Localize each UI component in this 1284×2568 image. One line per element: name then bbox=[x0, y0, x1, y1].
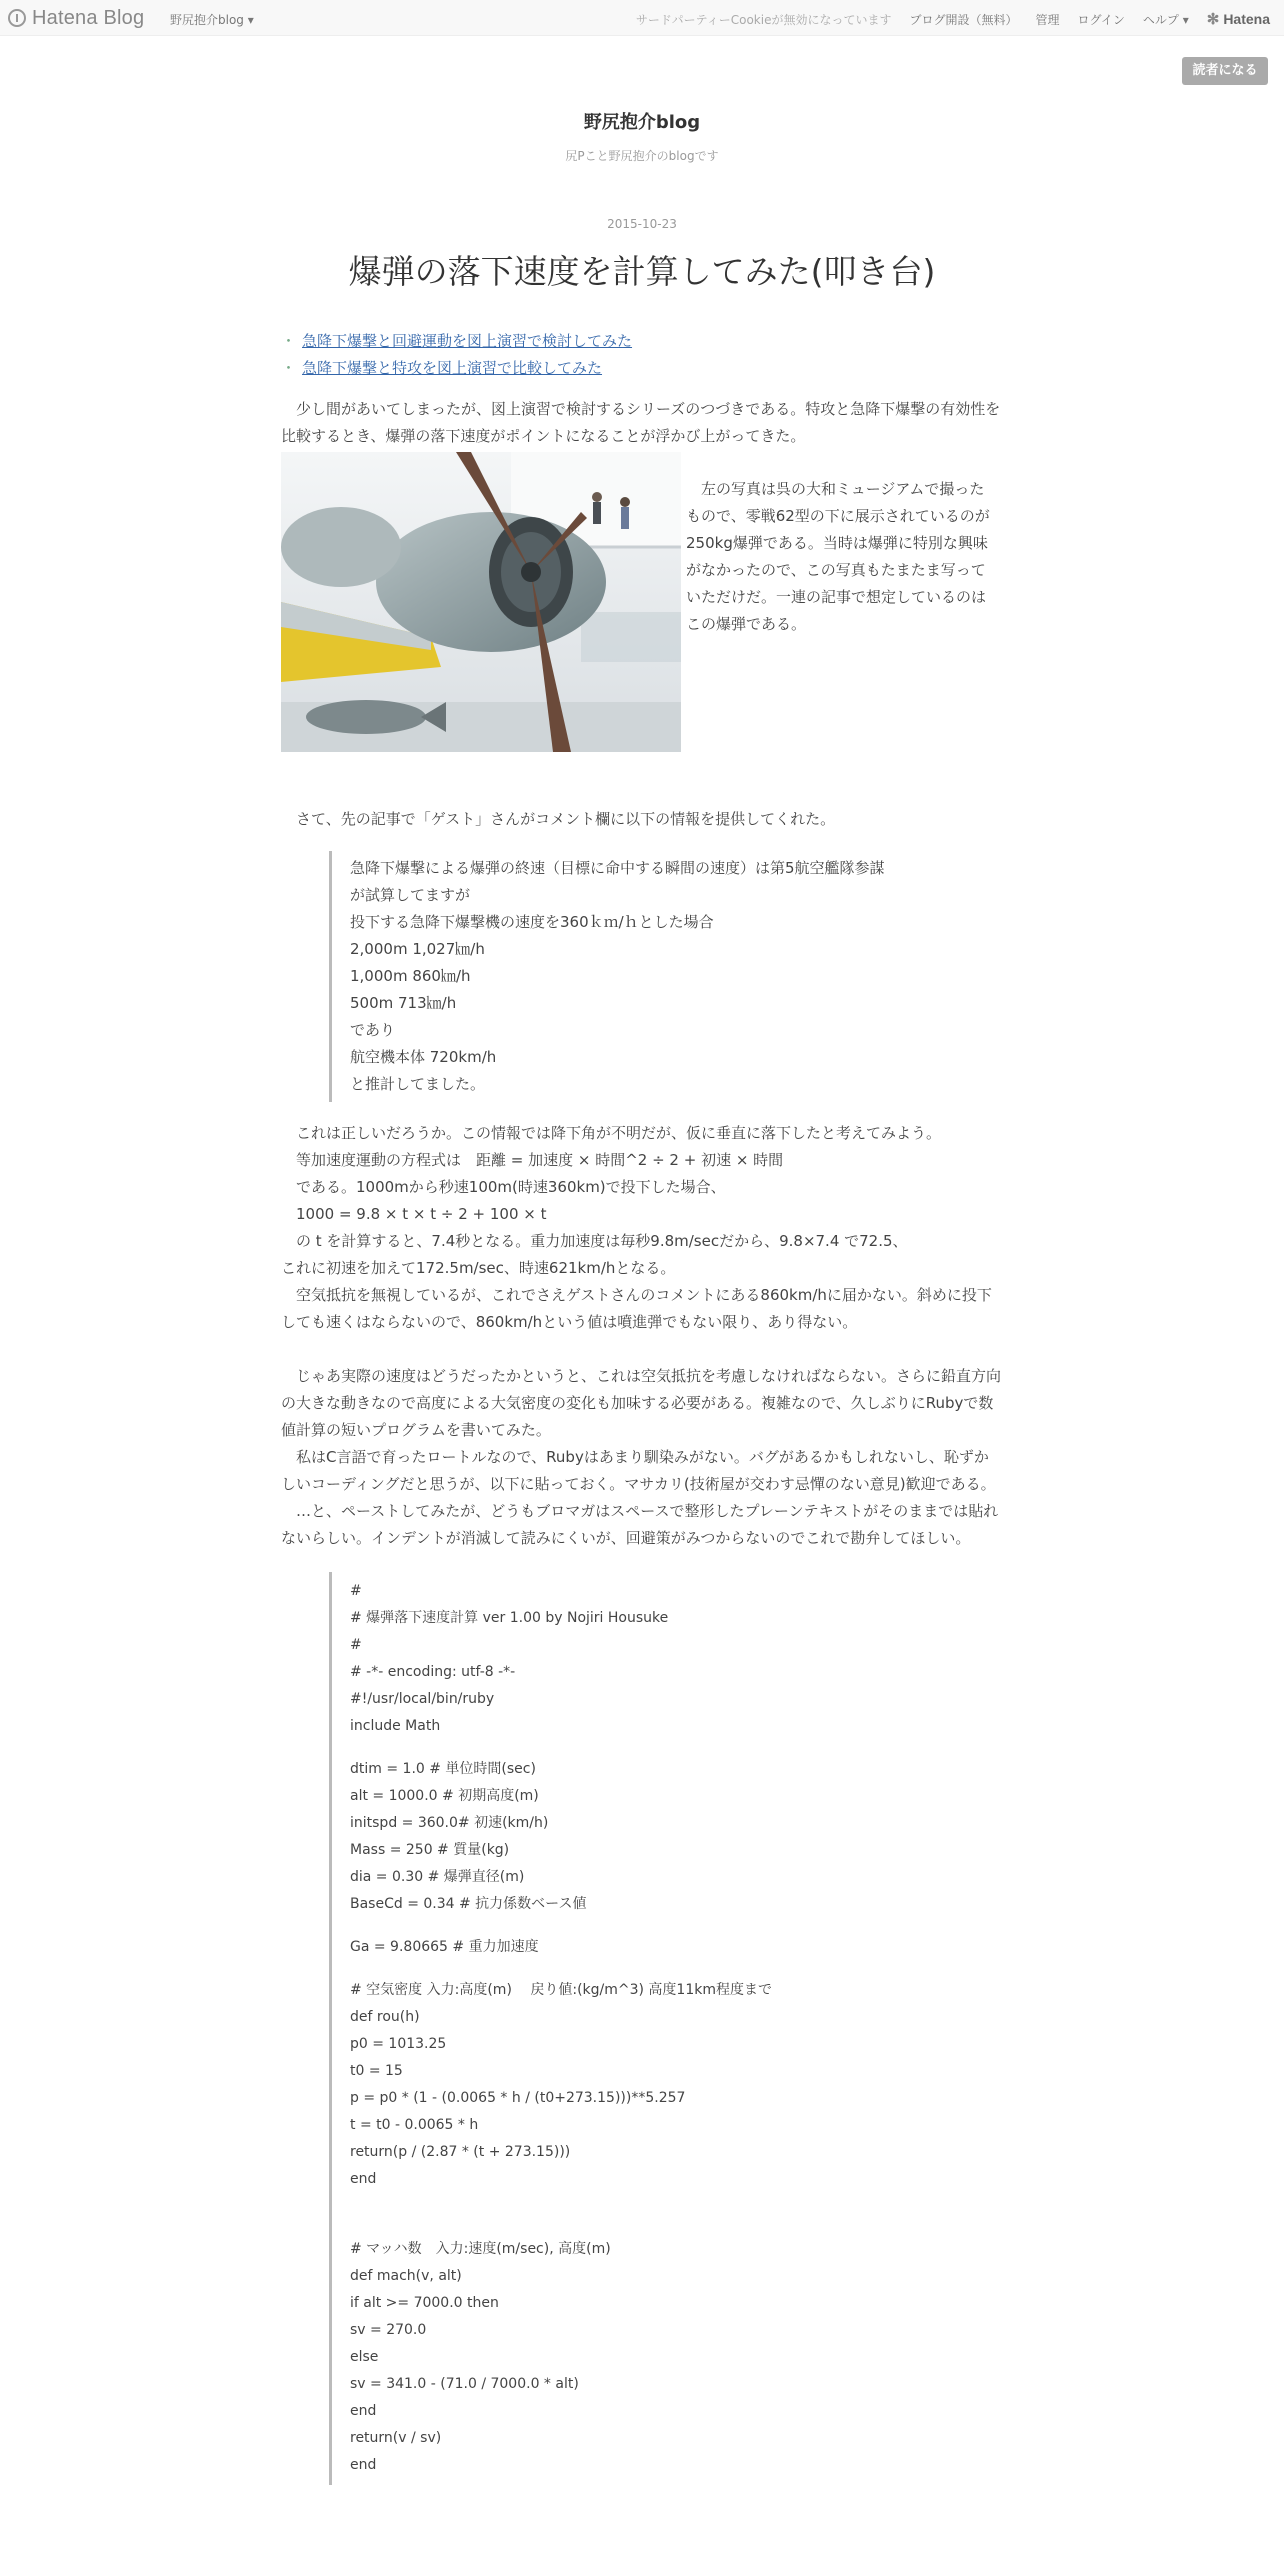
entry-date[interactable]: 2015-10-23 bbox=[607, 217, 677, 231]
code-line: end bbox=[350, 2457, 377, 2473]
code-line: p0 = 1013.25 bbox=[350, 2036, 447, 2052]
blog-title[interactable]: 野尻抱介blog bbox=[583, 112, 701, 133]
code-line: t = t0 - 0.0065 * h bbox=[350, 2117, 479, 2133]
analysis-line: の t を計算すると、7.4秒となる。重力加速度は毎秒9.8m/secだから、9.8×7.4 で72.5、 bbox=[281, 1232, 908, 1250]
spacer bbox=[281, 752, 1003, 806]
code-line: # bbox=[350, 1583, 362, 1599]
ruby-paragraph: じゃあ実際の速度はどうだったかというと、これは空気抵抗を考慮しなければならない。さらに鉛直方向の大きな動きなので高度による大気密度の変化も加味する必要がある。複雑なので、久しぶりにRubyで数値計算の短いプログラムを書いてみた。 bbox=[281, 1367, 1002, 1439]
intro-paragraph: 少し間があいてしまったが、図上演習で検討するシリーズのつづきである。特攻と急降下爆撃の有効性を比較するとき、爆弾の落下速度がポイントになることが浮かび上がってきた。 bbox=[281, 400, 1001, 445]
entry-title[interactable]: 爆弾の落下速度を計算してみた(叩き台) bbox=[348, 252, 936, 291]
analysis-line: 等加速度運動の方程式は 距離 = 加速度 × 時間^2 ÷ 2 + 初速 × 時間 bbox=[281, 1151, 784, 1169]
analysis-line: これは正しいだろうか。この情報では降下角が不明だが、仮に垂直に落下したと考えてみよう。 bbox=[281, 1124, 942, 1142]
code-line: t0 = 15 bbox=[350, 2063, 403, 2079]
code-line: sv = 341.0 - (71.0 / 7000.0 * alt) bbox=[350, 2376, 579, 2392]
code-line: end bbox=[350, 2171, 377, 2187]
cookie-notice: サードパーティーCookieが無効になっています bbox=[635, 12, 892, 27]
logo-text: Hatena Blog bbox=[32, 6, 145, 29]
login-link[interactable]: ログイン bbox=[1077, 12, 1125, 27]
code-line: return(p / (2.87 * (t + 273.15))) bbox=[350, 2144, 571, 2160]
code-line: return(v / sv) bbox=[350, 2430, 442, 2446]
code-line: sv = 270.0 bbox=[350, 2322, 427, 2338]
code-line: p = p0 * (1 - (0.0065 * h / (t0+273.15)))**5.257 bbox=[350, 2090, 686, 2106]
quote-line: が試算してますが bbox=[350, 886, 471, 904]
photo-row bbox=[281, 452, 1003, 752]
quote-line: と推計してました。 bbox=[350, 1075, 486, 1093]
code-line: def rou(h) bbox=[350, 2009, 420, 2025]
code-group bbox=[350, 1578, 1003, 1740]
code-line: # マッハ数 入力:速度(m/sec), 高度(m) bbox=[350, 2241, 611, 2257]
create-blog-link[interactable]: ブログ開設（無料） bbox=[909, 12, 1018, 27]
code-line: def mach(v, alt) bbox=[350, 2268, 462, 2284]
ruby-code-block bbox=[329, 1572, 1003, 2485]
code-group bbox=[350, 1756, 1003, 1918]
spacer bbox=[350, 1961, 1003, 1977]
analysis-line: 空気抵抗を無視しているが、これでさえゲストさんのコメントにある860km/hに届かない。斜めに投下しても速くはならないので、860km/hという値は噴進弾でもない限り、あり得ない。 bbox=[281, 1286, 992, 1331]
code-line: # 空気密度 入力:高度(m) 戻り値:(kg/m^3) 高度11km程度まで bbox=[350, 1982, 772, 1998]
c-language-paragraph: 私はC言語で育ったロートルなので、Rubyはあまり馴染みがない。バグがあるかもしれないし、恥ずかしいコーディングだと思うが、以下に貼っておく。マサカリ(技術屋が交わす忌憚のない意見)歓迎である。 bbox=[281, 1448, 996, 1493]
hatena-blog-logo[interactable] bbox=[8, 6, 144, 30]
related-link-1[interactable]: 急降下爆撃と回避運動を図上演習で検討してみた bbox=[302, 332, 633, 350]
quote-line: 投下する急降下爆撃機の速度を360ｋｍ/ｈとした場合 bbox=[350, 913, 714, 931]
related-links bbox=[281, 328, 1003, 382]
subscribe-button[interactable]: 読者になる bbox=[1182, 57, 1268, 85]
bullet-icon: ・ bbox=[281, 359, 297, 377]
code-line: BaseCd = 0.34 # 抗力係数ベース値 bbox=[350, 1896, 587, 1912]
zero-fighter-photo[interactable] bbox=[281, 452, 681, 752]
code-group bbox=[350, 1934, 1003, 1961]
quote-line: 2,000m 1,027㎞/h bbox=[350, 940, 485, 958]
bullet-icon: ・ bbox=[281, 332, 297, 350]
help-menu[interactable]: ヘルプ ▾ bbox=[1142, 12, 1189, 27]
blog-description: 尻Pこと野尻抱介のblogです bbox=[565, 149, 719, 163]
photo-caption: 左の写真は呉の大和ミュージアムで撮ったもので、零戦62型の下に展示されているのが250kg爆弾である。当時は爆弾に特別な興味がなかったので、この写真もたまたま写っていただけだ。一連の記事で想定しているのはこの爆弾である。 bbox=[686, 480, 990, 633]
list-item bbox=[281, 355, 1003, 382]
code-line: Mass = 250 # 質量(kg) bbox=[350, 1842, 510, 1858]
quote-line: であり bbox=[350, 1021, 396, 1039]
code-group bbox=[350, 2236, 1003, 2479]
entry-content bbox=[281, 328, 1003, 2485]
analysis-block bbox=[281, 1120, 1003, 1336]
admin-link[interactable]: 管理 bbox=[1035, 12, 1060, 27]
quote-line: 1,000m 860㎞/h bbox=[350, 967, 471, 985]
code-line: alt = 1000.0 # 初期高度(m) bbox=[350, 1788, 539, 1804]
quote-line: 航空機本体 720km/h bbox=[350, 1048, 497, 1066]
analysis-line: である。1000mから秒速100m(時速360km)で投下した場合、 bbox=[281, 1178, 726, 1196]
code-line: dia = 0.30 # 爆弾直径(m) bbox=[350, 1869, 525, 1885]
zero-fighter-photo-illustration bbox=[281, 452, 681, 752]
code-line: else bbox=[350, 2349, 379, 2365]
related-link-2[interactable]: 急降下爆撃と特攻を図上演習で比較してみた bbox=[302, 359, 603, 377]
list-item bbox=[281, 328, 1003, 355]
blog-menu-dropdown[interactable]: 野尻抱介blog ▾ bbox=[170, 13, 254, 27]
hatena-blog-logo-icon bbox=[8, 9, 26, 27]
code-line: # 爆弾落下速度計算 ver 1.00 by Nojiri Housuke bbox=[350, 1610, 669, 1626]
hatena-label: Hatena bbox=[1223, 11, 1270, 27]
code-line: # -*- encoding: utf-8 -*- bbox=[350, 1664, 516, 1680]
code-line: Ga = 9.80665 # 重力加速度 bbox=[350, 1939, 539, 1955]
code-group bbox=[350, 1977, 1003, 2193]
code-line: #!/usr/local/bin/ruby bbox=[350, 1691, 495, 1707]
guest-quote bbox=[329, 851, 1003, 1102]
hatena-star-icon: ✻ bbox=[1206, 11, 1220, 28]
code-line: end bbox=[350, 2403, 377, 2419]
hatena-link[interactable] bbox=[1207, 10, 1270, 28]
paste-paragraph: …と、ペーストしてみたが、どうもブロマガはスペースで整形したプレーンテキストがそのままでは貼れないらしい。インデントが消滅して読みにくいが、回避策がみつからないのでこれで勘弁してほしい。 bbox=[281, 1502, 999, 1547]
global-header bbox=[0, 0, 1284, 36]
code-line: initspd = 360.0# 初速(km/h) bbox=[350, 1815, 549, 1831]
spacer bbox=[281, 1336, 1003, 1363]
spacer bbox=[350, 1740, 1003, 1756]
spacer bbox=[350, 2193, 1003, 2236]
code-line: dtim = 1.0 # 単位時間(sec) bbox=[350, 1761, 536, 1777]
top-nav bbox=[618, 10, 1270, 28]
quote-line: 急降下爆撃による爆弾の終速（目標に命中する瞬間の速度）は第5航空艦隊参謀 bbox=[350, 859, 885, 877]
code-line: if alt >= 7000.0 then bbox=[350, 2295, 499, 2311]
guest-intro: さて、先の記事で「ゲスト」さんがコメント欄に以下の情報を提供してくれた。 bbox=[281, 810, 836, 828]
spacer bbox=[350, 1918, 1003, 1934]
code-line: # bbox=[350, 1637, 362, 1653]
quote-line: 500m 713㎞/h bbox=[350, 994, 457, 1012]
analysis-line: これに初速を加えて172.5m/sec、時速621km/hとなる。 bbox=[281, 1259, 676, 1277]
code-line: include Math bbox=[350, 1718, 441, 1734]
analysis-line: 1000 = 9.8 × t × t ÷ 2 + 100 × t bbox=[281, 1205, 547, 1223]
